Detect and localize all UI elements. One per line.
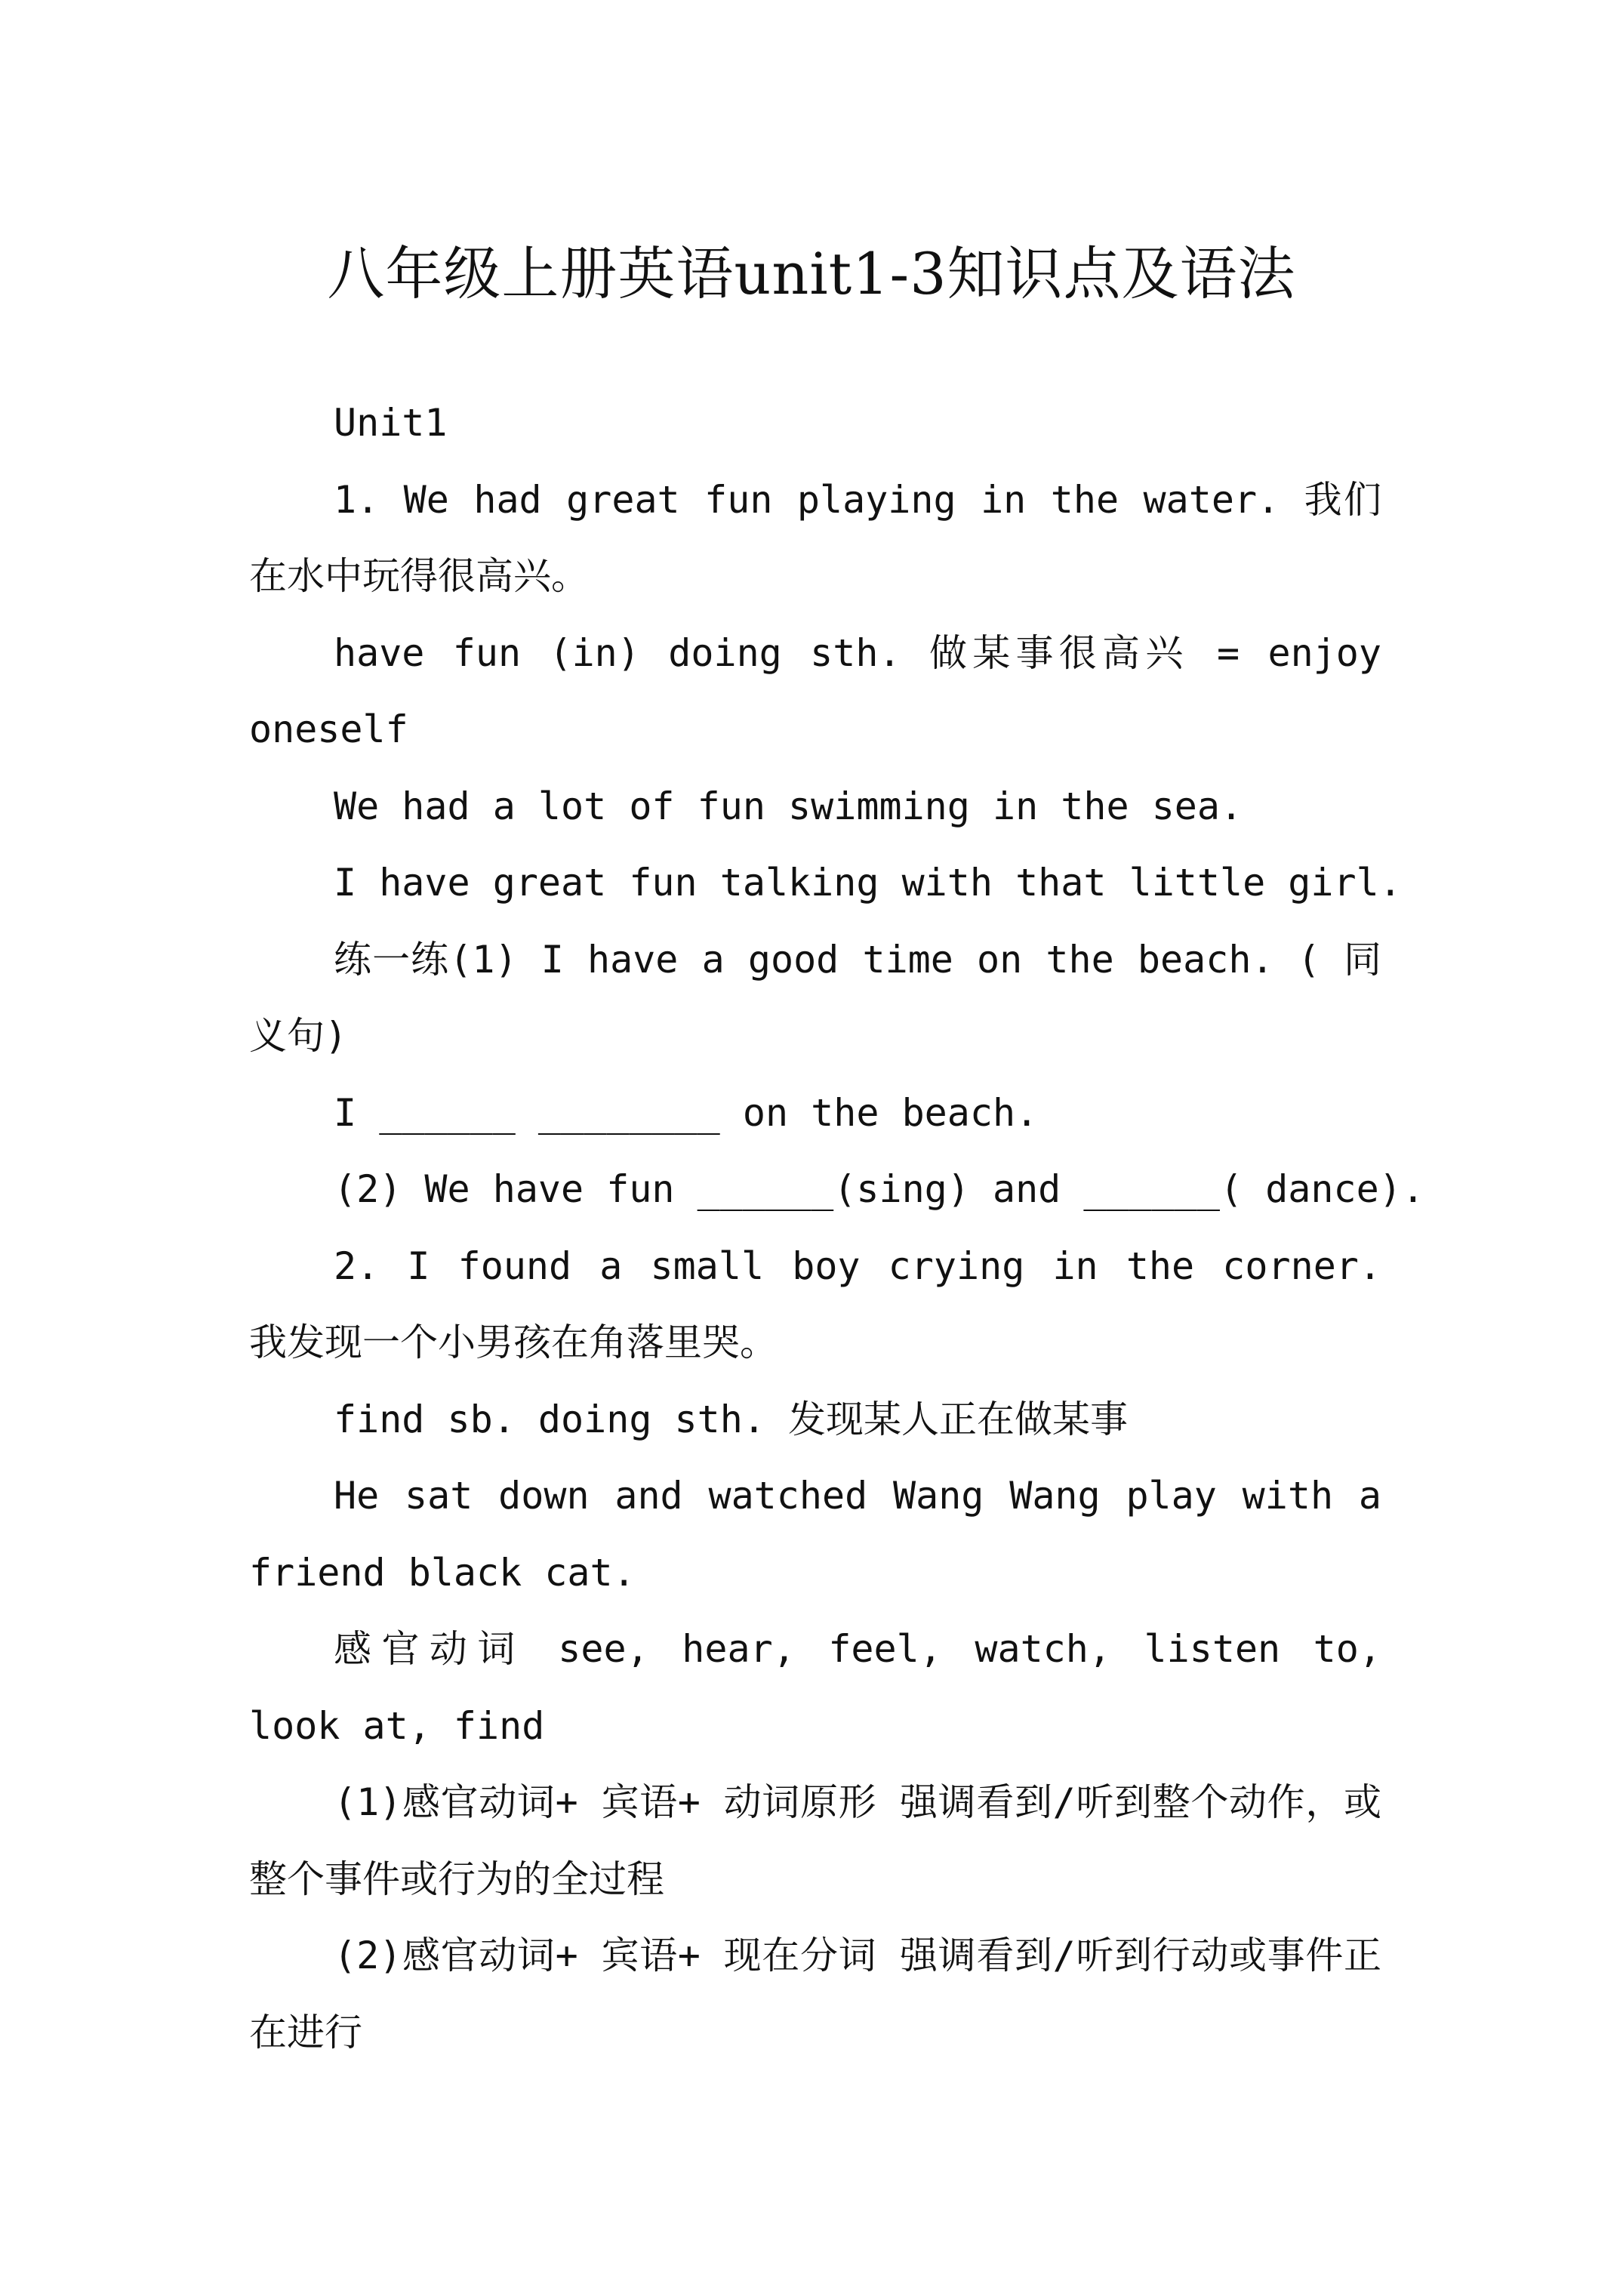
paragraph-1: 1. We had great fun playing in the water. 我们在水中玩得很高兴。 <box>249 477 1381 598</box>
section-heading-unit1: Unit1 <box>334 401 448 445</box>
paragraph-3: We had a lot of fun swimming in the sea. <box>334 784 1243 828</box>
paragraph-6: I ______ ________ on the beach. <box>334 1090 1039 1135</box>
paragraph-11: 感官动词 see, hear, feel, watch, listen to, look at, find <box>249 1627 1381 1748</box>
paragraph-7: (2) We have fun ______(sing) and ______( dance). <box>334 1167 1424 1211</box>
paragraph-12: (1)感官动词+ 宾语+ 动词原形 强调看到/听到整个动作，或整个事件或行为的全过程 <box>249 1780 1381 1901</box>
paragraph-2: have fun (in) doing sth. 做某事很高兴 = enjoy oneself <box>249 630 1381 751</box>
paragraph-13: (2)感官动词+ 宾语+ 现在分词 强调看到/听到行动或事件正在进行 <box>249 1934 1381 2054</box>
paragraph-4: I have great fun talking with that little girl. <box>334 861 1402 905</box>
paragraph-9: find sb. doing sth. 发现某人正在做某事 <box>334 1397 1129 1441</box>
paragraph-10: He sat down and watched Wang Wang play with a friend black cat. <box>249 1474 1381 1595</box>
document-body <box>249 385 1424 2071</box>
paragraph-8: 2. I found a small boy crying in the corner. 我发现一个小男孩在角落里哭。 <box>249 1244 1381 1364</box>
document-title: 八年级上册英语unit1-3知识点及语法 <box>327 239 1296 307</box>
paragraph-5: 练一练(1) I have a good time on the beach. ( 同义句) <box>249 937 1381 1058</box>
